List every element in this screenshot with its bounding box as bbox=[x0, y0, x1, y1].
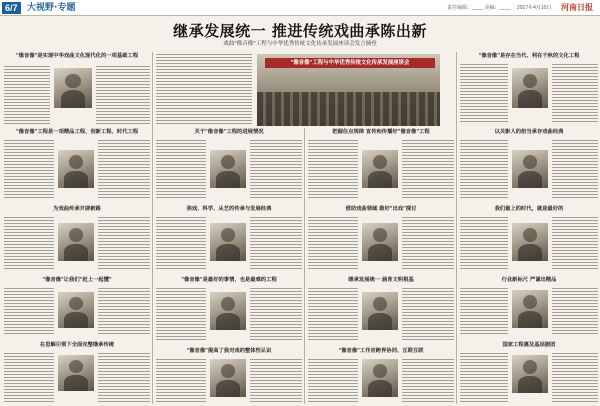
article bbox=[308, 205, 454, 273]
article bbox=[4, 128, 150, 202]
article-body bbox=[156, 359, 206, 403]
article bbox=[460, 205, 598, 273]
speaker-photo bbox=[210, 292, 246, 330]
article-body bbox=[402, 288, 454, 342]
article-body bbox=[156, 217, 206, 271]
speaker-photo bbox=[54, 68, 92, 108]
article-body bbox=[4, 288, 54, 336]
article-body bbox=[250, 288, 302, 342]
article bbox=[308, 276, 454, 344]
article-title: "像音像"是实现中华戏曲文化现代化的一项基础工程 bbox=[15, 53, 139, 59]
article-body bbox=[98, 217, 150, 271]
article-title: 国家工程惠及基层剧团 bbox=[502, 342, 556, 348]
section-name: 大视野·专题 bbox=[27, 3, 76, 13]
article bbox=[156, 128, 302, 202]
article-body bbox=[460, 353, 508, 403]
article bbox=[156, 276, 302, 344]
page-title: 继承发展统一 推进传统戏曲承陈出新 bbox=[173, 22, 427, 40]
article bbox=[308, 347, 454, 404]
speaker-photo bbox=[512, 290, 548, 328]
article-body bbox=[552, 217, 598, 271]
article bbox=[460, 276, 598, 338]
article-title: "像音像"工作应跨界协同、互联互联 bbox=[338, 348, 424, 354]
article bbox=[4, 341, 150, 404]
article-body bbox=[402, 140, 454, 200]
article-body bbox=[552, 288, 598, 336]
article-body bbox=[98, 353, 150, 403]
speaker-photo bbox=[362, 150, 398, 188]
newspaper-logo: 河南日报 bbox=[561, 2, 593, 12]
article-body bbox=[552, 140, 598, 200]
article-byline bbox=[4, 60, 150, 65]
speaker-photo bbox=[362, 359, 398, 397]
article-body bbox=[4, 217, 54, 271]
article-body bbox=[4, 353, 54, 403]
speaker-photo bbox=[58, 150, 94, 188]
speaker-photo bbox=[58, 292, 94, 328]
article-title: 关于"像音像"工程的进展情况 bbox=[194, 129, 264, 135]
page-subtitle: 戏曲"像音像"工程与中华优秀传统文化传承发展座谈会发言摘登 bbox=[223, 41, 377, 47]
conference-photo bbox=[257, 54, 440, 126]
speaker-photo bbox=[210, 150, 246, 188]
article-title: 行业新标尺 严谨出精品 bbox=[501, 277, 557, 283]
speaker-photo bbox=[58, 223, 94, 261]
article-body bbox=[460, 217, 508, 271]
page-number-badge: 6/7 bbox=[2, 2, 21, 14]
audience bbox=[257, 92, 440, 126]
article bbox=[308, 128, 454, 202]
article-body bbox=[308, 140, 358, 200]
article-title: 继承发展统一 涵育文明根基 bbox=[348, 277, 414, 283]
article-title: 为戏曲传承开辟新路 bbox=[53, 206, 101, 212]
speaker-photo bbox=[210, 223, 246, 261]
article-title: "像音像"让我们"赶上一起懂" bbox=[42, 277, 112, 283]
column-rule bbox=[152, 52, 153, 404]
article-title: 在思解引领下全面完整继承传统 bbox=[39, 342, 115, 348]
article-body bbox=[460, 140, 508, 200]
article-title: 弥戏、科学、从艺的传承与发展经典 bbox=[186, 206, 272, 212]
article-body bbox=[96, 66, 150, 124]
article-body bbox=[460, 288, 508, 336]
article-body bbox=[552, 353, 598, 403]
article-title: 把握住点规律 宣传和传播好"像音像"工程 bbox=[332, 129, 430, 135]
article-body bbox=[98, 140, 150, 200]
speaker-photo bbox=[512, 150, 548, 188]
editor-meta: 责任编辑：____ 美编：____ bbox=[447, 5, 511, 11]
article-body bbox=[98, 288, 150, 336]
article-body bbox=[156, 140, 206, 200]
section-label: 大视野 bbox=[27, 3, 55, 13]
article-body bbox=[250, 217, 302, 271]
article-body bbox=[250, 359, 302, 403]
article bbox=[156, 205, 302, 273]
article-title: 以关影人的担当承存戏曲经典 bbox=[494, 129, 564, 135]
article bbox=[460, 128, 598, 202]
article-body bbox=[4, 140, 54, 200]
article-body bbox=[4, 66, 50, 124]
intro-text bbox=[156, 54, 252, 126]
section-suffix: 专题 bbox=[57, 3, 76, 13]
article bbox=[460, 341, 598, 404]
article-body bbox=[402, 359, 454, 403]
article-title: "像音像"提高了我对戏的整体性认识 bbox=[186, 348, 272, 354]
speaker-photo bbox=[512, 223, 548, 261]
article-body bbox=[250, 140, 302, 200]
speaker-photo bbox=[512, 68, 548, 108]
speaker-photo bbox=[210, 359, 246, 397]
article-body bbox=[308, 359, 358, 403]
article-title: 借助戏曲领域 做好"出戏"探讨 bbox=[345, 206, 417, 212]
article-body bbox=[308, 217, 358, 271]
banner-caption: "像音像"工程与中华优秀传统文化传承发展座谈会 bbox=[265, 58, 435, 68]
speaker-photo bbox=[362, 223, 398, 261]
article-body bbox=[156, 54, 252, 126]
article-title: 我们最上的时代，就是最好的 bbox=[494, 206, 564, 212]
article bbox=[4, 276, 150, 338]
column-rule bbox=[304, 128, 305, 404]
article bbox=[460, 52, 598, 126]
article-body bbox=[308, 288, 358, 342]
speaker-photo bbox=[362, 292, 398, 330]
issue-date: 2017年4月10日 bbox=[517, 5, 552, 11]
article-body bbox=[460, 64, 508, 124]
article-title: "像音像"是最好的事情，也是最难的工程 bbox=[181, 277, 277, 283]
article-body bbox=[552, 64, 598, 124]
article-body bbox=[402, 217, 454, 271]
article-title: "像音像"工程是一项精品工程、创新工程、时代工程 bbox=[15, 129, 139, 135]
speaker-photo bbox=[58, 355, 94, 391]
article-title: "像音像"是存在当代、利在千秋的文化工程 bbox=[478, 53, 580, 59]
article bbox=[4, 52, 150, 126]
speaker-photo bbox=[512, 355, 548, 393]
column-rule bbox=[456, 52, 457, 404]
page-header bbox=[0, 0, 600, 16]
article bbox=[156, 347, 302, 404]
article-body bbox=[156, 288, 206, 342]
article bbox=[4, 205, 150, 273]
